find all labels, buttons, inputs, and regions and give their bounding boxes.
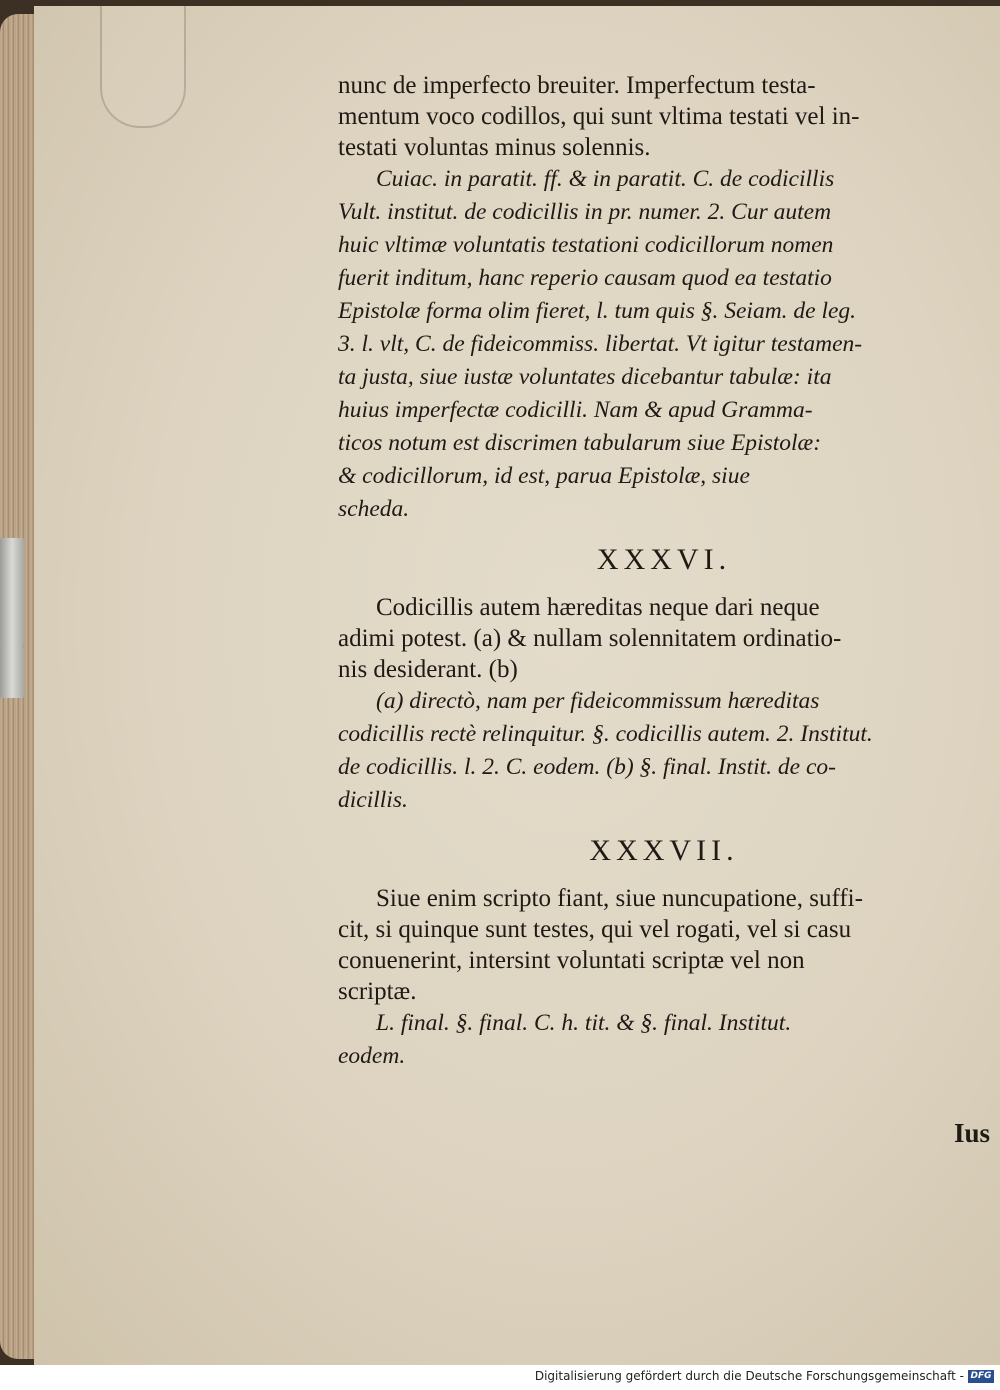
catchword: Ius xyxy=(953,1118,990,1148)
text-line: cit, si quinque sunt testes, qui vel rogati, vel si casu xyxy=(338,916,852,943)
note-line: huic vltimæ voluntatis testationi codicillorum nomen xyxy=(338,232,834,258)
note-line: scheda. xyxy=(338,496,410,522)
text-line: nunc de imperfecto breuiter. Imperfectum testa- xyxy=(338,72,816,99)
note-line: ticos notum est discrimen tabularum siue Epistolæ: xyxy=(338,430,822,456)
note-line: Cuiac. in paratit. ff. & in paratit. C. de codicillis xyxy=(376,166,835,192)
note-line: & codicillorum, id est, parua Epistolæ, siue xyxy=(338,463,750,489)
note-line: codicillis rectè relinquitur. §. codicillis autem. 2. Institut. xyxy=(338,721,873,747)
dfg-logo: DFG xyxy=(968,1370,994,1383)
note-line: 3. l. vlt, C. de fideicommiss. libertat. Vt igitur testamen- xyxy=(338,331,863,357)
footer-bar xyxy=(0,1365,1000,1390)
note-line: L. final. §. final. C. h. tit. & §. final. Institut. xyxy=(376,1010,792,1036)
note-line: Epistolæ forma olim fieret, l. tum quis §. Seiam. de leg. xyxy=(338,298,857,324)
note-intro xyxy=(338,163,990,526)
note-line: ta justa, siue iustæ voluntates dicebantur tabulæ: ita xyxy=(338,364,832,390)
page-text xyxy=(338,70,990,1073)
text-line: conuenerint, intersint voluntati scriptæ vel non xyxy=(338,947,805,974)
text-line: mentum voco codillos, qui sunt vltima testati vel in- xyxy=(338,103,860,130)
note-line: de codicillis. l. 2. C. eodem. (b) §. final. Instit. de co- xyxy=(338,754,836,780)
paper-clip-mark xyxy=(100,6,186,128)
note-line: fuerit inditum, hanc reperio causam quod ea testatio xyxy=(338,265,832,291)
note-line: huius imperfectæ codicilli. Nam & apud Gramma- xyxy=(338,397,813,423)
note-2 xyxy=(338,1007,990,1073)
text-line: Siue enim scripto fiant, siue nuncupatione, suffi- xyxy=(376,885,863,912)
text-line: Codicillis autem hæreditas neque dari neque xyxy=(376,594,820,621)
section-heading: XXXVII. xyxy=(589,834,739,867)
text-line: adimi potest. (a) & nullam solennitatem ordinatio- xyxy=(338,625,842,652)
note-1 xyxy=(338,685,990,817)
binding-strap xyxy=(0,598,24,646)
section-heading: XXXVI. xyxy=(596,543,732,576)
note-line: Vult. institut. de codicillis in pr. numer. 2. Cur autem xyxy=(338,199,832,225)
text-line: scriptæ. xyxy=(338,978,417,1005)
text-line: nis desiderant. (b) xyxy=(338,656,518,683)
note-line: dicillis. xyxy=(338,787,408,813)
text-line: testati voluntas minus solennis. xyxy=(338,134,651,161)
note-line: (a) directò, nam per fideicommissum hæreditas xyxy=(376,688,820,714)
binding-strap xyxy=(0,646,24,698)
footer-credit: Digitalisierung gefördert durch die Deutsche Forschungsgemeinschaft - xyxy=(534,1369,964,1383)
note-line: eodem. xyxy=(338,1043,406,1069)
